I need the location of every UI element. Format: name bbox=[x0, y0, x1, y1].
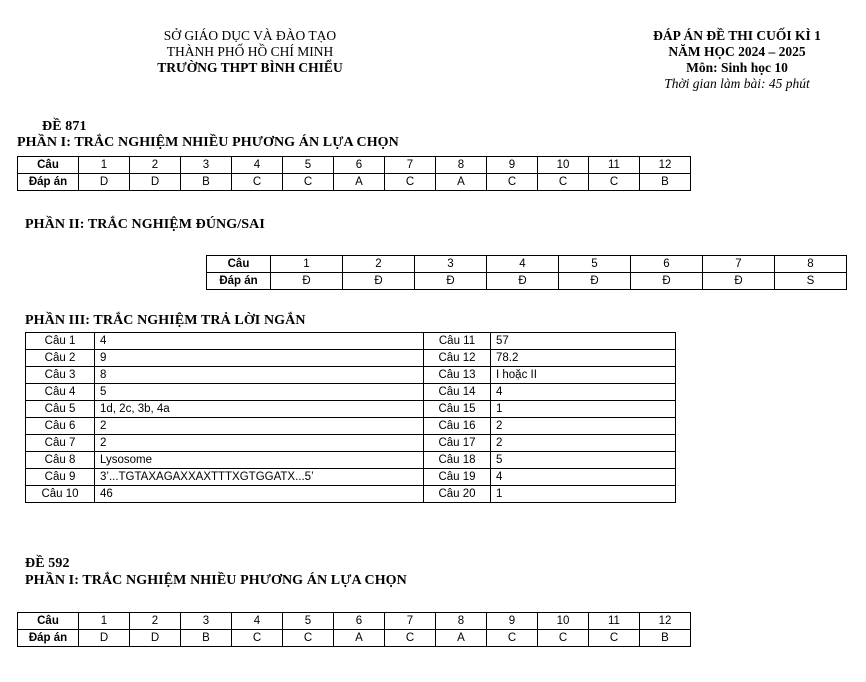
question-cell: Câu 4 bbox=[26, 384, 95, 401]
question-cell: 4 bbox=[232, 613, 283, 630]
row-label: Câu bbox=[18, 157, 79, 174]
question-cell: Câu 6 bbox=[26, 418, 95, 435]
question-cell: 10 bbox=[538, 613, 589, 630]
table-row bbox=[26, 452, 676, 469]
exam1-part1-table bbox=[17, 156, 691, 191]
question-cell: 9 bbox=[487, 613, 538, 630]
question-cell: 9 bbox=[487, 157, 538, 174]
question-row bbox=[207, 256, 847, 273]
answer-row bbox=[207, 273, 847, 290]
question-cell: 2 bbox=[130, 613, 181, 630]
exam2-part1-table bbox=[17, 612, 691, 647]
answer-cell: Đ bbox=[415, 273, 487, 290]
answer-cell: 78.2 bbox=[491, 350, 676, 367]
exam-duration: Thời gian làm bài: 45 phút bbox=[664, 76, 810, 91]
question-cell: 8 bbox=[775, 256, 847, 273]
question-cell: Câu 9 bbox=[26, 469, 95, 486]
answer-cell: B bbox=[181, 630, 232, 647]
answer-cell: 2 bbox=[491, 435, 676, 452]
question-cell: 5 bbox=[283, 157, 334, 174]
question-cell: 4 bbox=[232, 157, 283, 174]
question-cell: 6 bbox=[631, 256, 703, 273]
answer-cell: 46 bbox=[95, 486, 424, 503]
row-label: Đáp án bbox=[18, 630, 79, 647]
answer-cell: Đ bbox=[271, 273, 343, 290]
answer-cell: 5 bbox=[491, 452, 676, 469]
answer-cell: 2 bbox=[95, 435, 424, 452]
table-row bbox=[26, 384, 676, 401]
answer-cell: B bbox=[640, 630, 691, 647]
question-cell: 3 bbox=[181, 157, 232, 174]
answer-cell: C bbox=[232, 174, 283, 191]
exam1-part2-table bbox=[206, 255, 847, 290]
answer-cell: C bbox=[538, 174, 589, 191]
answer-cell: 9 bbox=[95, 350, 424, 367]
answer-cell: Đ bbox=[559, 273, 631, 290]
question-cell: 1 bbox=[79, 157, 130, 174]
answer-row bbox=[18, 174, 691, 191]
question-cell: Câu 3 bbox=[26, 367, 95, 384]
answer-cell: A bbox=[436, 174, 487, 191]
answer-cell: Đ bbox=[343, 273, 415, 290]
answer-cell: C bbox=[283, 174, 334, 191]
row-label: Câu bbox=[18, 613, 79, 630]
school-year: NĂM HỌC 2024 – 2025 bbox=[668, 44, 806, 59]
question-cell: 4 bbox=[487, 256, 559, 273]
question-cell: 11 bbox=[589, 613, 640, 630]
answer-cell: A bbox=[436, 630, 487, 647]
question-cell: Câu 15 bbox=[424, 401, 491, 418]
question-cell: Câu 5 bbox=[26, 401, 95, 418]
answer-cell: 1 bbox=[491, 486, 676, 503]
question-cell: 7 bbox=[385, 613, 436, 630]
question-cell: Câu 17 bbox=[424, 435, 491, 452]
answer-cell: A bbox=[334, 174, 385, 191]
answer-cell: 1 bbox=[491, 401, 676, 418]
question-cell: Câu 12 bbox=[424, 350, 491, 367]
table-row bbox=[26, 435, 676, 452]
question-cell: Câu 11 bbox=[424, 333, 491, 350]
exam2-part1-title: PHẦN I: TRẮC NGHIỆM NHIỀU PHƯƠNG ÁN LỰA CHỌN bbox=[25, 573, 407, 588]
question-cell: 12 bbox=[640, 157, 691, 174]
question-cell: Câu 18 bbox=[424, 452, 491, 469]
question-cell: 2 bbox=[130, 157, 181, 174]
exam1-part3-title: PHẦN III: TRẮC NGHIỆM TRẢ LỜI NGẮN bbox=[25, 313, 306, 328]
answer-cell: D bbox=[79, 174, 130, 191]
answer-cell: 5 bbox=[95, 384, 424, 401]
table-row bbox=[26, 486, 676, 503]
answer-cell: 3’...TGTAXAGAXXAXTTTXGTGGATX...5’ bbox=[95, 469, 424, 486]
answer-cell: A bbox=[334, 630, 385, 647]
question-cell: Câu 16 bbox=[424, 418, 491, 435]
question-row bbox=[18, 157, 691, 174]
answer-key-title: ĐÁP ÁN ĐỀ THI CUỐI KÌ 1 bbox=[653, 28, 821, 43]
header-right bbox=[612, 28, 862, 92]
question-cell: Câu 8 bbox=[26, 452, 95, 469]
answer-cell: Đ bbox=[631, 273, 703, 290]
answer-cell: 4 bbox=[491, 469, 676, 486]
answer-cell: D bbox=[79, 630, 130, 647]
answer-cell: Đ bbox=[487, 273, 559, 290]
answer-cell: 4 bbox=[95, 333, 424, 350]
row-label: Đáp án bbox=[207, 273, 271, 290]
exam1-part1-title: PHẦN I: TRẮC NGHIỆM NHIỀU PHƯƠNG ÁN LỰA CHỌN bbox=[17, 135, 399, 150]
answer-cell: C bbox=[232, 630, 283, 647]
answer-cell: C bbox=[538, 630, 589, 647]
answer-cell: 57 bbox=[491, 333, 676, 350]
question-cell: 7 bbox=[385, 157, 436, 174]
exam-code-871: ĐỀ 871 bbox=[42, 119, 87, 134]
question-cell: Câu 20 bbox=[424, 486, 491, 503]
question-cell: 8 bbox=[436, 157, 487, 174]
answer-cell: C bbox=[589, 174, 640, 191]
department-name: SỞ GIÁO DỤC VÀ ĐÀO TẠO bbox=[163, 28, 337, 43]
question-cell: Câu 14 bbox=[424, 384, 491, 401]
answer-cell: 1d, 2c, 3b, 4a bbox=[95, 401, 424, 418]
question-cell: 12 bbox=[640, 613, 691, 630]
answer-cell: C bbox=[283, 630, 334, 647]
answer-cell: C bbox=[487, 630, 538, 647]
answer-cell: B bbox=[640, 174, 691, 191]
question-cell: 8 bbox=[436, 613, 487, 630]
table-row bbox=[26, 401, 676, 418]
question-cell: 3 bbox=[415, 256, 487, 273]
row-label: Đáp án bbox=[18, 174, 79, 191]
answer-cell: C bbox=[385, 174, 436, 191]
header-left bbox=[100, 28, 400, 76]
question-cell: 5 bbox=[283, 613, 334, 630]
table-row bbox=[26, 469, 676, 486]
answer-cell: Đ bbox=[703, 273, 775, 290]
question-cell: Câu 7 bbox=[26, 435, 95, 452]
answer-cell: D bbox=[130, 174, 181, 191]
school-name: TRƯỜNG THPT BÌNH CHIỂU bbox=[157, 60, 343, 75]
question-cell: Câu 2 bbox=[26, 350, 95, 367]
answer-cell: Lysosome bbox=[95, 452, 424, 469]
question-cell: 2 bbox=[343, 256, 415, 273]
table-row bbox=[26, 333, 676, 350]
question-cell: 3 bbox=[181, 613, 232, 630]
answer-cell: I hoặc II bbox=[491, 367, 676, 384]
question-cell: 7 bbox=[703, 256, 775, 273]
answer-cell: S bbox=[775, 273, 847, 290]
question-cell: 6 bbox=[334, 157, 385, 174]
answer-cell: 8 bbox=[95, 367, 424, 384]
question-cell: 10 bbox=[538, 157, 589, 174]
question-cell: 1 bbox=[79, 613, 130, 630]
answer-cell: D bbox=[130, 630, 181, 647]
question-cell: Câu 10 bbox=[26, 486, 95, 503]
answer-cell: 2 bbox=[95, 418, 424, 435]
table-row bbox=[26, 367, 676, 384]
answer-cell: B bbox=[181, 174, 232, 191]
exam-code-592: ĐỀ 592 bbox=[25, 556, 70, 571]
answer-cell: C bbox=[589, 630, 640, 647]
answer-row bbox=[18, 630, 691, 647]
question-row bbox=[18, 613, 691, 630]
question-cell: 5 bbox=[559, 256, 631, 273]
answer-cell: 2 bbox=[491, 418, 676, 435]
question-cell: Câu 1 bbox=[26, 333, 95, 350]
question-cell: 6 bbox=[334, 613, 385, 630]
answer-cell: C bbox=[385, 630, 436, 647]
exam1-part2-title: PHẦN II: TRẮC NGHIỆM ĐÚNG/SAI bbox=[25, 217, 265, 232]
row-label: Câu bbox=[207, 256, 271, 273]
table-row bbox=[26, 418, 676, 435]
question-cell: Câu 13 bbox=[424, 367, 491, 384]
answer-cell: C bbox=[487, 174, 538, 191]
city-name: THÀNH PHỐ HỒ CHÍ MINH bbox=[166, 44, 334, 59]
answer-cell: 4 bbox=[491, 384, 676, 401]
question-cell: Câu 19 bbox=[424, 469, 491, 486]
table-row bbox=[26, 350, 676, 367]
exam1-part3-table bbox=[25, 332, 676, 503]
subject: Môn: Sinh học 10 bbox=[686, 60, 788, 75]
question-cell: 11 bbox=[589, 157, 640, 174]
question-cell: 1 bbox=[271, 256, 343, 273]
